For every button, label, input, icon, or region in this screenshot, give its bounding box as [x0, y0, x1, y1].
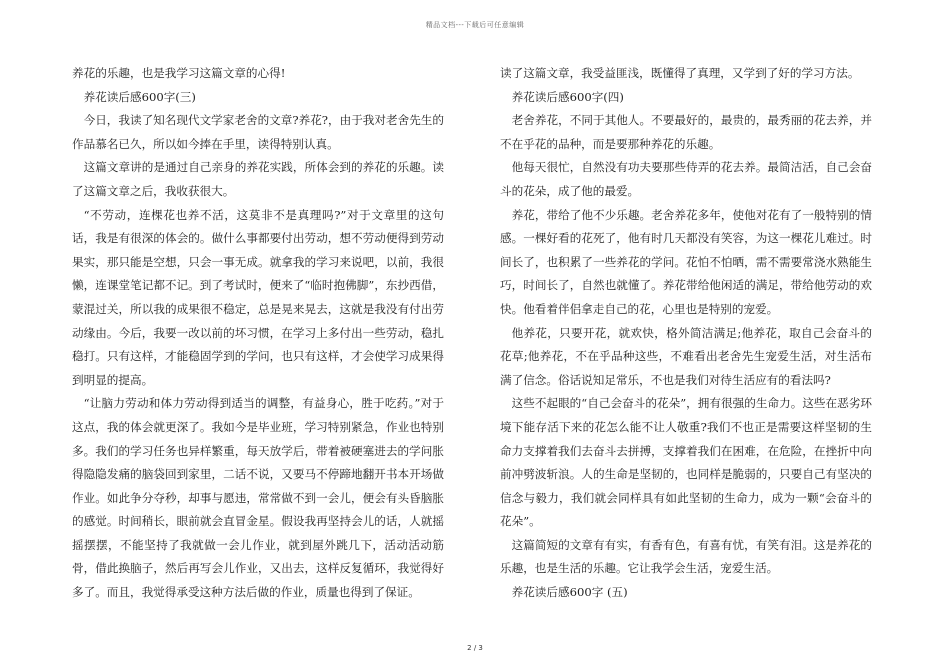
paragraph: “让脑力劳动和体力劳动得到适当的调整，有益身心，胜于吃药。”对于这点，我的体会就更深了。我如今是毕业班，学习特别紧急，作业也特别多。我们的学习任务也异样繁重，每天放学后，带着被硬塞进去的学问胀得隐隐发痛的脑袋回到家里，二话不说，又要马不停蹄地翻开书本开场做作业。如此争分夺秒，却事与愿违，常常做不到一会儿，便会有头昏脑胀的感觉。时间稍长，眼前就会直冒金星。假设我再坚持会儿的话，人就摇摇摆摆，不能坚持了我就做一会儿作业，就到屋外跳几下，活动活动筋骨，借此换脑子，然后再写会儿作业，又出去，这样反复循环，我觉得好多了。而且，我觉得承受这种方法后做的作业，质量也得到了保证。 [72, 396, 444, 600]
paragraph: 读了这篇文章，我受益匪浅，既懂得了真理，又学到了好的学习方法。 [500, 66, 860, 80]
paragraph: 老舍养花，不同于其他人。不要最好的，最贵的，最秀丽的花去养，并不在乎花的品种，而是要那种养花的乐趣。 [500, 113, 872, 151]
paragraph: 养花，带给了他不少乐趣。老舍养花多年，使他对花有了一般特别的情感。一棵好看的花死了，他有时几天都没有笑容，为这一棵花儿难过。时间长了，也积累了一些养花的学问。花怕不怕晒，需不需要常浇水熟能生巧，时间长了，自然也就懂了。养花带给他闲适的满足，带给他劳动的欢快。他看着伴侣拿走自己的花，心里也是特别的宠爱。 [500, 207, 872, 316]
section-heading: 养花读后感600字(四) [511, 89, 624, 104]
section-heading: 养花读后感600字 (五) [511, 585, 628, 600]
page-header: 精品文档---下载后可任意编辑 [425, 21, 525, 29]
paragraph: 养花的乐趣，也是我学习这篇文章的心得! [72, 66, 286, 80]
page-number: 2 / 3 [467, 644, 483, 652]
left-column [72, 62, 444, 605]
paragraph: “不劳动，连棵花也养不活，这莫非不是真理吗?”对于文章里的这句话，我是有很深的体会的。做什么事都要付出劳动，想不劳动便得到劳动果实，那只能是空想，只会一事无成。就拿我的学习来说吧，以前，我很懒，连课堂笔记都不记。到了考试时，便来了“临时抱佛脚”，东抄西借，蒙混过关，所以我的成果很不稳定，总是晃来晃去，这就是我没有付出劳动缘由。今后，我要一改以前的坏习惯，在学习上多付出一些劳动，稳扎稳打。只有这样，才能稳固学到的学问，也只有这样，才会使学习成果得到明显的提高。 [72, 207, 444, 387]
paragraph: 他每天很忙，自然没有功夫要那些侍弄的花去养。最简洁活，自己会奋斗的花朵，成了他的最爱。 [500, 160, 872, 198]
paragraph: 这些不起眼的“自己会奋斗的花朵”，拥有很强的生命力。这些在恶劣环境下能存活下来的花怎么能不让人敬重?我们不也正是需要这样坚韧的生命力支撑着我们去奋斗去拼搏，支撑着我们在困难，在危险，在挫折中向前冲劈波斩浪。人的生命是坚韧的，也同样是脆弱的，只要自己有坚决的信念与毅力，我们就会同样具有如此坚韧的生命力，成为一颗“会奋斗的花朵”。 [500, 396, 872, 529]
paragraph: 这篇文章讲的是通过自己亲身的养花实践，所体会到的养花的乐趣。读了这篇文章之后，我收获很大。 [72, 160, 444, 198]
section-heading: 养花读后感600字(三) [83, 89, 196, 104]
right-column [500, 62, 872, 605]
paragraph: 今日，我读了知名现代文学家老舍的文章?养花?，由于我对老舍先生的作品慕名已久，所以如今捧在手里，读得特别认真。 [72, 113, 444, 151]
paragraph: 他养花，只要开花，就欢快，格外简洁满足;他养花，取自己会奋斗的花草;他养花，不在乎品种这些，不难看出老舍先生宠爱生活，对生活布满了信念。俗话说知足常乐，不也是我们对待生活应有的看法吗? [500, 325, 872, 387]
paragraph: 这篇简短的文章有有实，有香有色，有喜有忧，有笑有泪。这是养花的乐趣，也是生活的乐趣。它让我学会生活，宠爱生活。 [500, 537, 872, 576]
